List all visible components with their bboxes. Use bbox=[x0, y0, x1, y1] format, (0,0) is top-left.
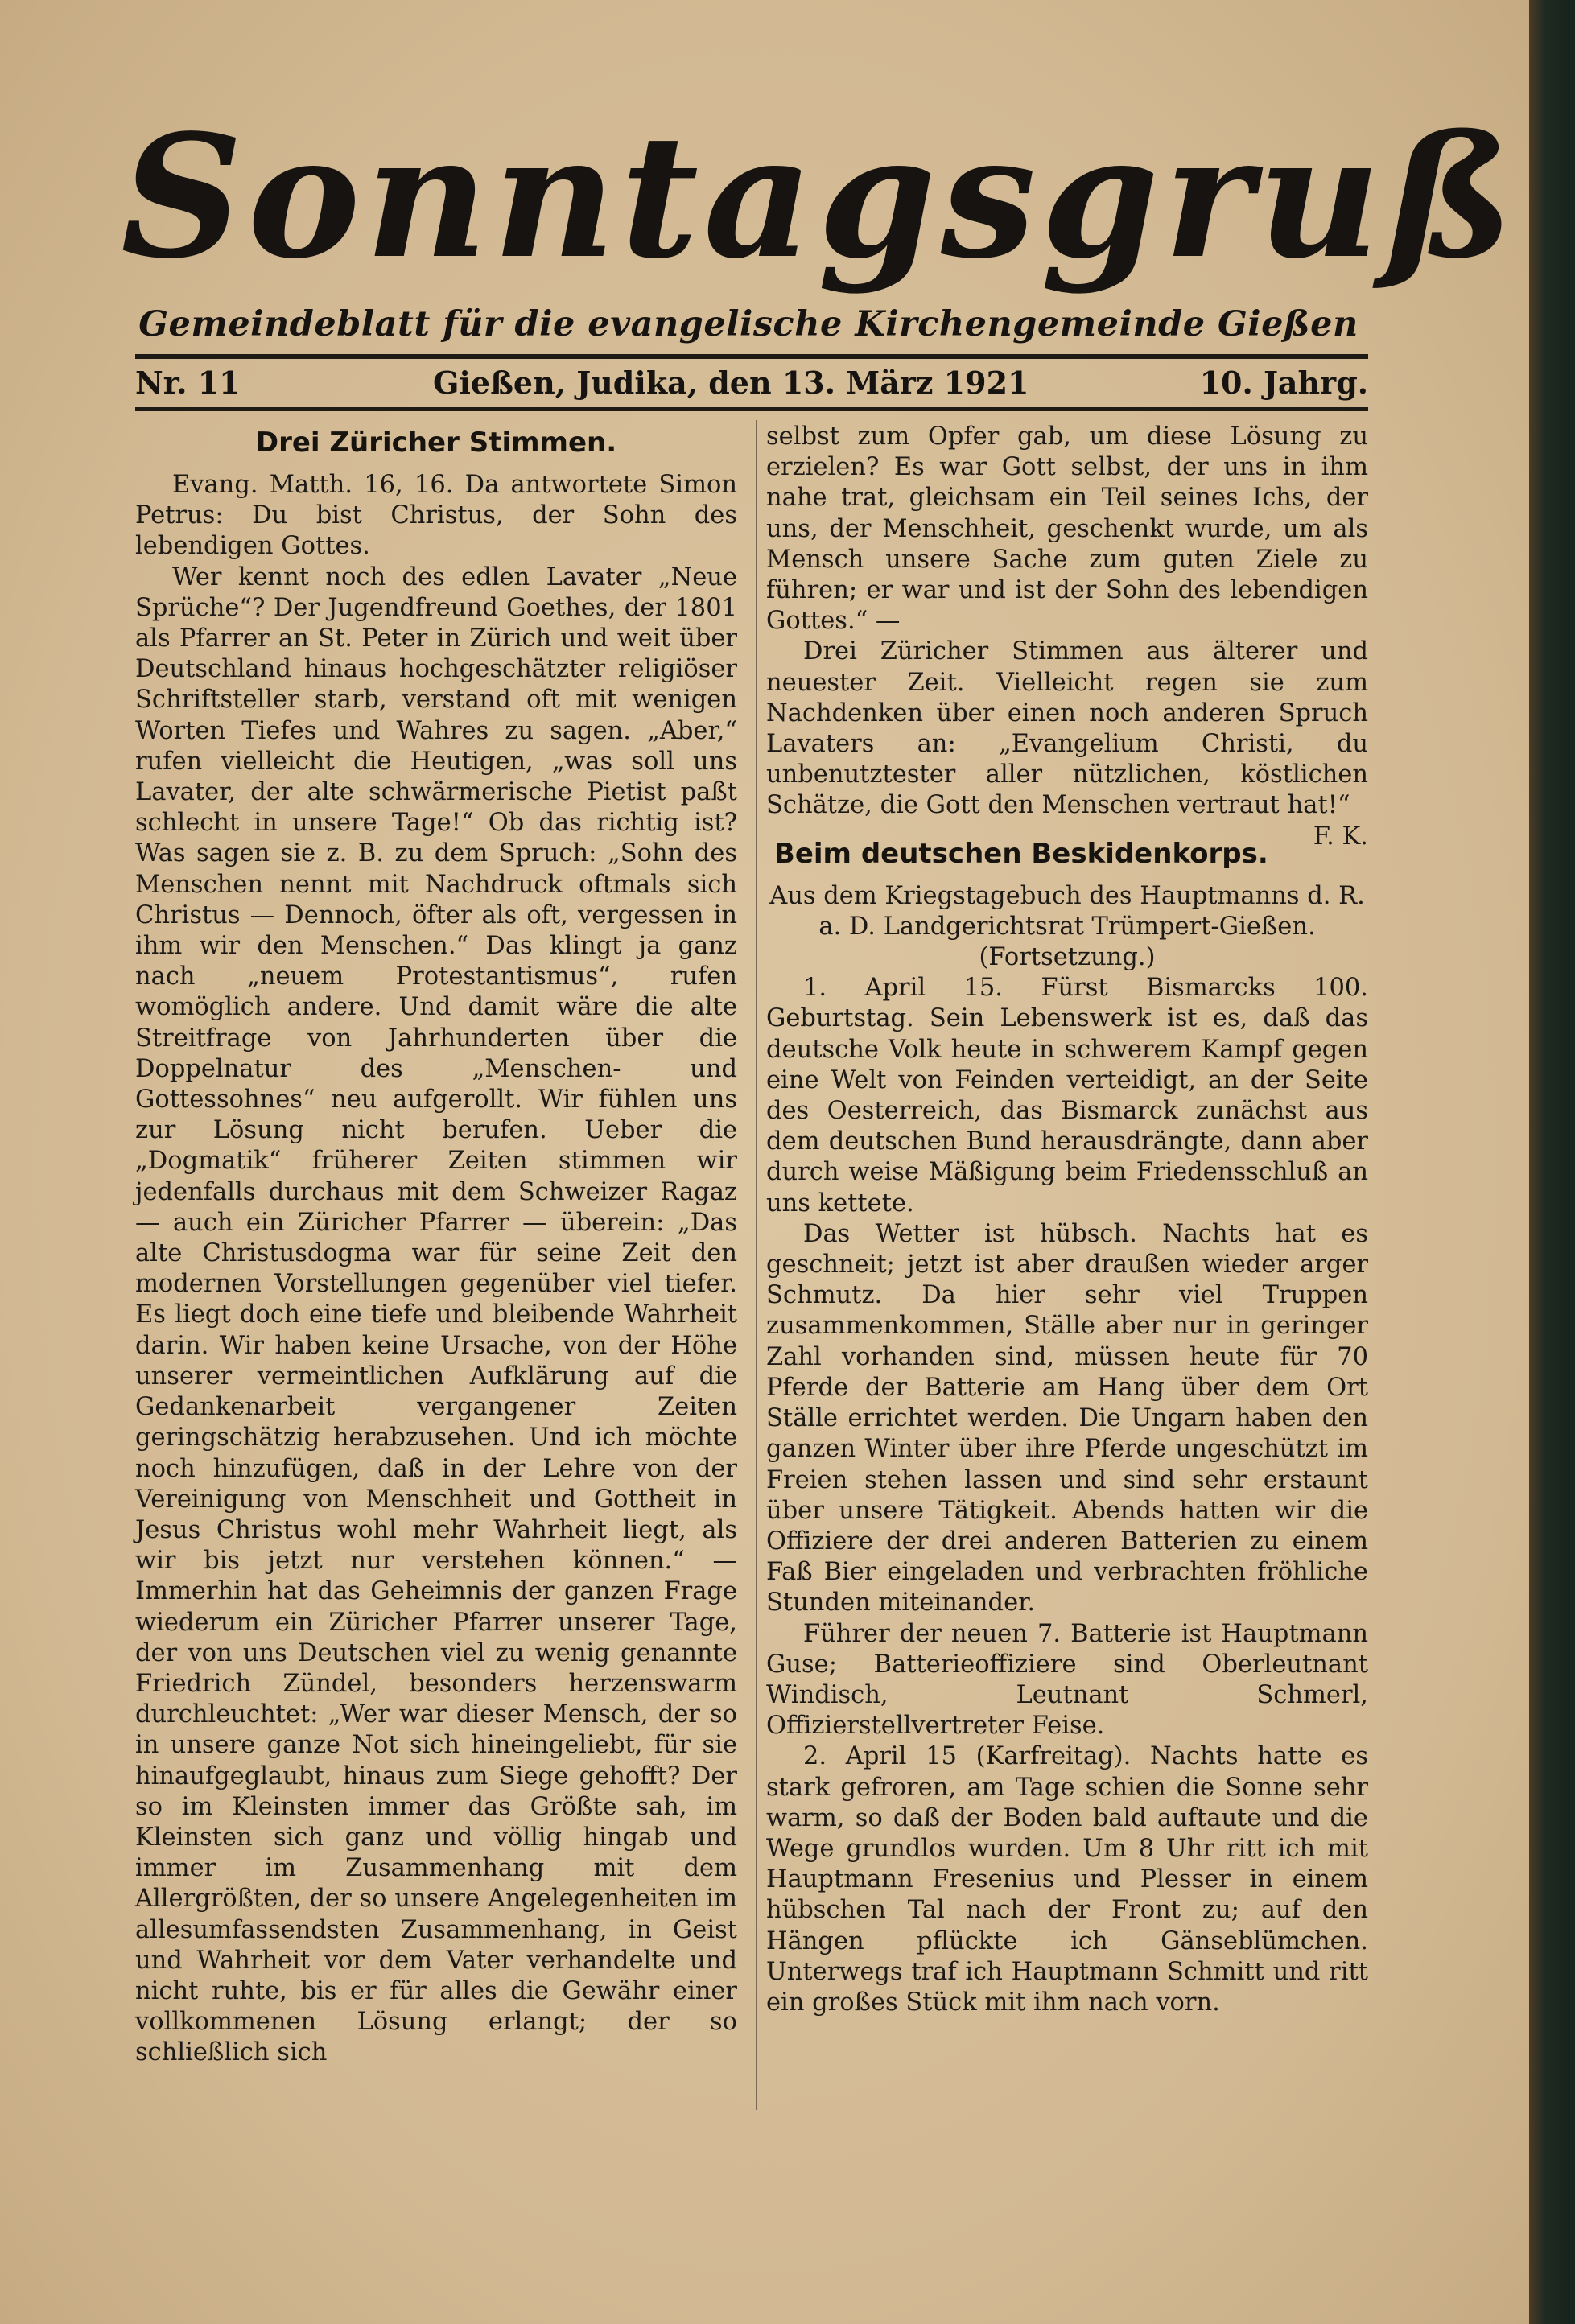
issue-year: 10. Jahrg. bbox=[1199, 365, 1368, 401]
column-divider bbox=[756, 420, 757, 2110]
column-left bbox=[135, 422, 737, 2069]
header-rule-bottom bbox=[135, 407, 1368, 411]
article2-title: Beim deutschen Beskidenkorps. bbox=[773, 837, 1268, 870]
article1-closing-text: Drei Züricher Stimmen aus älterer und neuester Zeit. Vielleicht regen sie zum Nachdenken über einen noch anderen Spruch Lavaters an: „Evangelium Christi, du unbenutztester aller nützlichen, köstlichen Schätze, die Gott den Menschen vertraut hat!“ bbox=[766, 637, 1368, 820]
article2-paragraph: Führer der neuen 7. Batterie ist Hauptmann Guse; Batterieoffiziere sind Oberleutnant Windisch, Leutnant Schmerl, Offizierstellvertreter Feise. bbox=[766, 1619, 1368, 1741]
article2-paragraph: 2. April 15 (Karfreitag). Nachts hatte es stark gefroren, am Tage schien die Sonne sehr warm, so daß der Boden bald auftaute und die Wege grundlos wurden. Um 8 Uhr ritt ich mit Hauptmann Fresenius und Plesser in einem hübschen Tal nach der Front zu; auf den Hängen pflückte ich Gänseblümchen. Unterwegs traf ich Hauptmann Schmitt und ritt ein großes Stück mit ihm nach vorn. bbox=[766, 1742, 1368, 2017]
article1-paragraph: Wer kennt noch des edlen Lavater „Neue Sprüche“? Der Jugendfreund Goethes, der 1801 als Pfarrer an St. Peter in Zürich und weit über Deutschland hinaus hochgeschätzter religiöser Schriftsteller starb, verstand oft mit wenigen Worten Tiefes und Wahres zu sagen. „Aber,“ rufen vielleicht die Heutigen, „was soll uns Lavater, der alte schwärmerische Pietist paßt schlecht in unsere Tage!“ Ob das richtig ist? Was sagen sie z. B. zu dem Spruch: „Sohn des Menschen nennt mit Nachdruck oftmals sich Christus — Dennoch, öfter als oft, vergessen in ihm wir den Menschen.“ Das klingt ja ganz nach „neuem Protestantismus“, rufen womöglich andere. Und damit wäre die alte Streitfrage von Jahrhunderten über die Doppelnatur des „Menschen- und Gottessohnes“ neu aufgerollt. Wir fühlen uns zur Lösung nicht berufen. Ueber die „Dogmatik“ früherer Zeiten stimmen wir jedenfalls durchaus mit dem Schweizer Ragaz — auch ein Züricher Pfarrer — überein: „Das alte Christusdogma war für seine Zeit den modernen Vorstellungen gegenüber viel tiefer. Es liegt doch eine tiefe und bleibende Wahrheit darin. Wir haben keine Ursache, von der Höhe unserer vermeintlichen Aufklärung auf die Gedankenarbeit vergangener Zeiten geringschätzig herabzusehen. Und ich möchte noch hinzufügen, daß in der Lehre von der Vereinigung von Menschheit und Gottheit in Jesus Christus wohl mehr Wahrheit liegt, als wir bis jetzt nur verstehen können.“ — Immerhin hat das Geheimnis der ganzen Frage wiederum ein Züricher Pfarrer unserer Tage, der von uns Deutschen viel zu wenig genannte Friedrich Zündel, besonders herzenswarm durchleuchtet: „Wer war dieser Mensch, der so in unsere ganze Not sich hineingeliebt, für sie hinaufgeglaubt, hinaus zum Siege gehofft? Der so im Kleinsten immer das Größte sah, im Kleinsten sich ganz und völlig hingab und immer im Zusammenhang mit dem Allergrößten, der so unsere Angelegenheiten im allesumfassendsten Zusammenhang, in Geist und Wahrheit vor dem Vater verhandelte und nicht ruhte, bis er für alles die Gewähr einer vollkommenen Lösung erlangt; der so schließlich sich bbox=[135, 562, 737, 2067]
masthead-subtitle: Gemeindeblatt für die evangelische Kirchengemeinde Gießen bbox=[138, 304, 1359, 344]
article1-title: Drei Züricher Stimmen. bbox=[255, 426, 617, 459]
masthead-title: Sonntagsgruß bbox=[121, 97, 1519, 296]
issue-line bbox=[135, 359, 1368, 407]
article2-continued-label: (Fortsetzung.) bbox=[979, 943, 1156, 972]
article2-subtitle: Aus dem Kriegstagebuch des Hauptmanns d. R. a. D. Landgerichtsrat Trümpert-Gießen. bbox=[769, 881, 1365, 941]
column-right bbox=[766, 422, 1368, 2018]
issue-place-date: Gießen, Judika, den 13. März 1921 bbox=[433, 365, 1029, 401]
article1-continuation: selbst zum Opfer gab, um diese Lösung zu erzielen? Es war Gott selbst, der uns in ihm nahe trat, gleichsam ein Teil seines Ichs, der uns, der Menschheit, geschenkt wurde, um als Mensch unsere Sache zum guten Ziele zu führen; er war und ist der Sohn des lebendigen Gottes.“ — bbox=[766, 422, 1368, 636]
issue-number: Nr. 11 bbox=[135, 365, 241, 401]
article1-signature: F. K. bbox=[1313, 822, 1368, 851]
book-spine bbox=[1529, 0, 1575, 2324]
article2-paragraph: Das Wetter ist hübsch. Nachts hat es geschneit; jetzt ist aber draußen wieder arger Schmutz. Da hier sehr viel Truppen zusammenkommen, Ställe aber nur in geringer Zahl vorhanden sind, müssen heute für 70 Pferde der Batterie am Hang über dem Ort Ställe errichtet werden. Die Ungarn haben den ganzen Winter über ihre Pferde ungeschützt im Freien stehen lassen und sind sehr erstaunt über unsere Tätigkeit. Abends hatten wir die Offiziere der drei anderen Batterien zu einem Faß Bier eingeladen und verbrachten fröhliche Stunden miteinander. bbox=[766, 1219, 1368, 1617]
article1-scripture: Evang. Matth. 16, 16. Da antwortete Simon Petrus: Du bist Christus, der Sohn des lebendigen Gottes. bbox=[135, 471, 737, 561]
article1-paragraph-closing bbox=[766, 637, 1368, 851]
article2-paragraph: 1. April 15. Fürst Bismarcks 100. Geburtstag. Sein Lebenswerk ist es, daß das deutsche Volk heute in schwerem Kampf gegen eine Welt von Feinden verteidigt, an der Seite des Oesterreich, das Bismarck zunächst aus dem deutschen Bund herausdrängte, dann aber durch weise Mäßigung beim Friedensschluß an uns kettete. bbox=[766, 974, 1368, 1218]
